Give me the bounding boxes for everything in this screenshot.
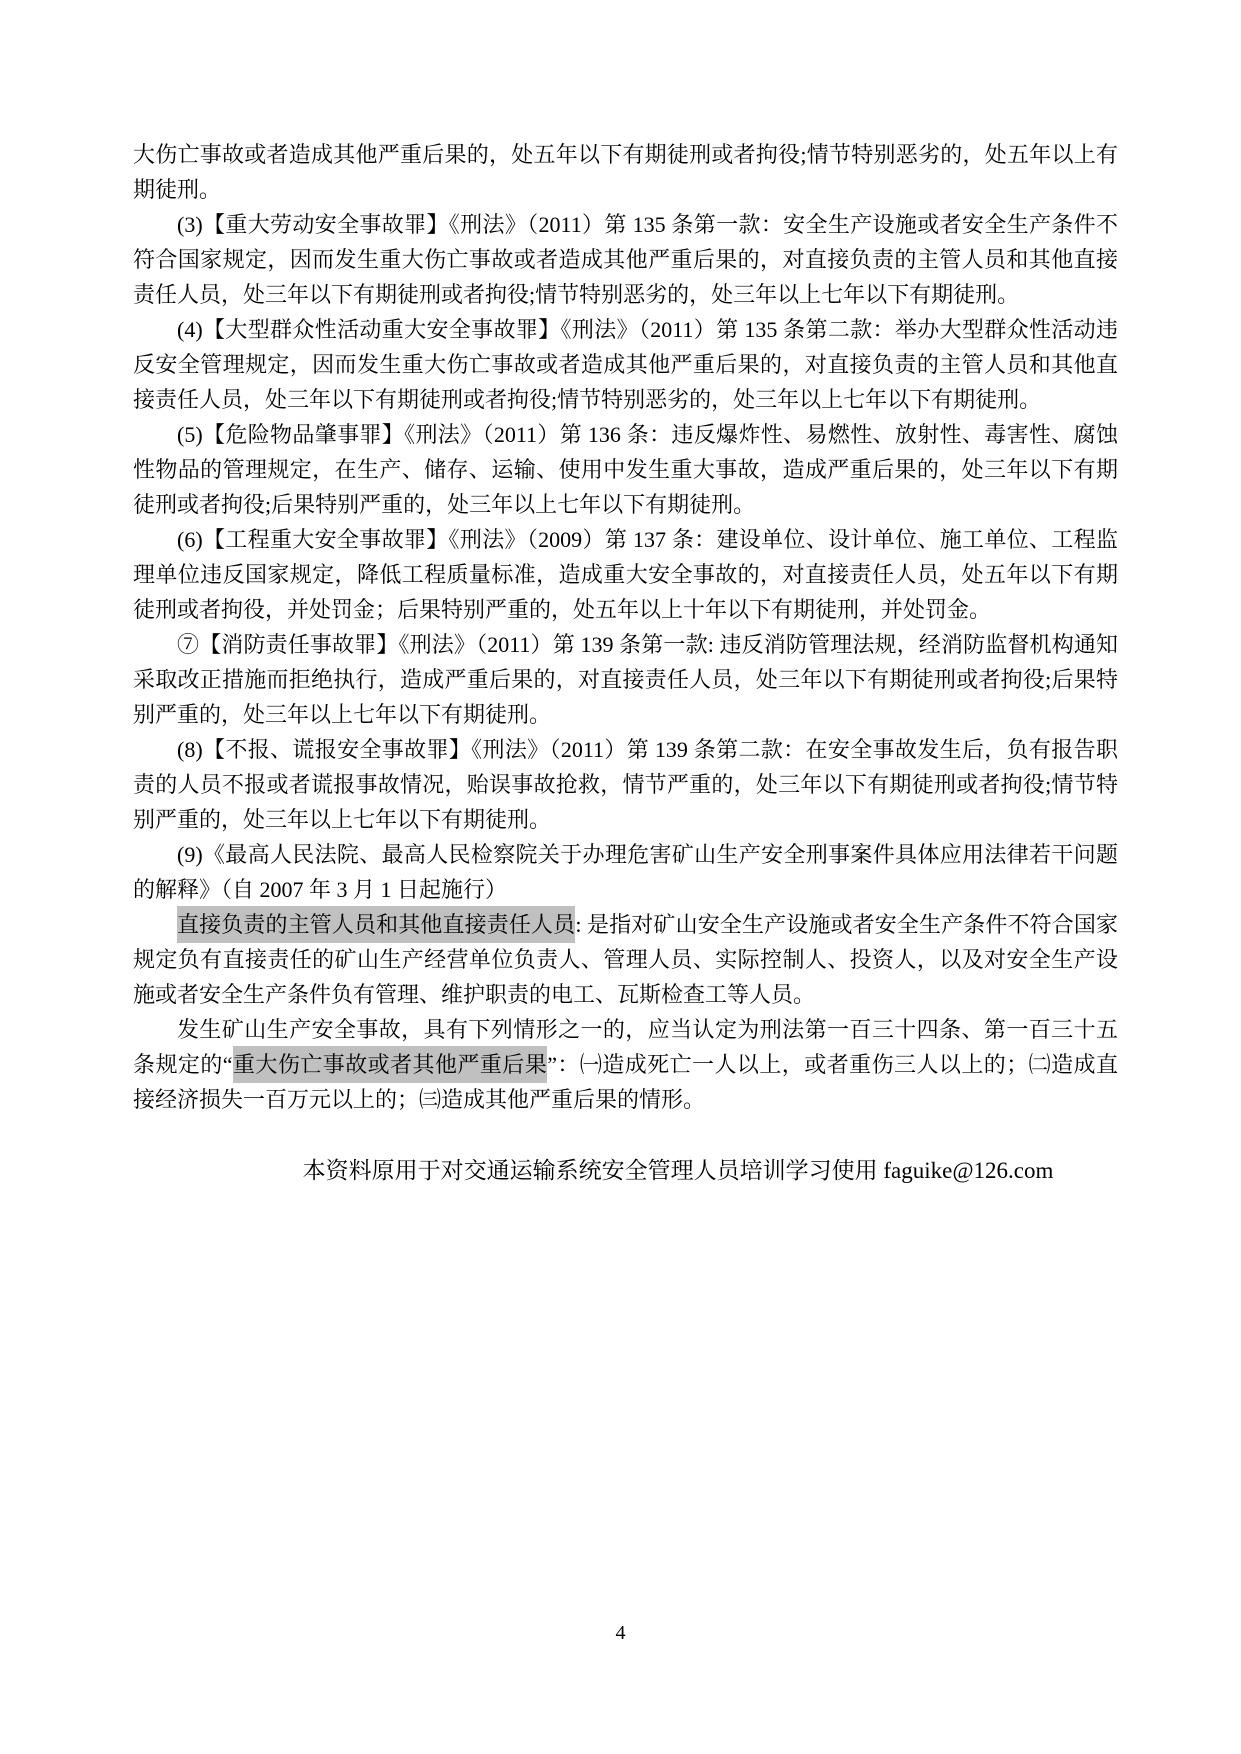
text-run: (9)《最高人民法院、最高人民检察院关于办理危害矿山生产安全刑事案件具体应用法律若干问题的解释》（自 2007 年 3 月 1 日起施行） bbox=[133, 842, 1118, 902]
text-run: (6)【工程重大安全事故罪】《刑法》（2009）第 137 条：建设单位、设计单位、施工单位、工程监理单位违反国家规定，降低工程质量标准，造成重大安全事故的，对直接责任人员，处五年以下有期徒刑或者拘役，并处罚金；后果特别严重的，处五年以上十年以下有期徒刑，并处罚金。 bbox=[133, 527, 1118, 622]
highlighted-text: 重大伤亡事故或者其他严重后果 bbox=[233, 1046, 548, 1083]
paragraph-article-135-2 bbox=[133, 312, 1118, 417]
paragraph-responsible-persons-definition bbox=[133, 907, 1118, 1012]
footer-note: 本资料原用于对交通运输系统安全管理人员培训学习使用 faguike@126.com bbox=[302, 1158, 1054, 1183]
paragraph-article-139-1 bbox=[133, 627, 1118, 732]
document-body bbox=[133, 137, 1118, 1117]
highlighted-text: 直接负责的主管人员和其他直接责任人员 bbox=[177, 906, 575, 943]
text-run: 大伤亡事故或者造成其他严重后果的，处五年以下有期徒刑或者拘役;情节特别恶劣的，处五年以上有期徒刑。 bbox=[133, 142, 1118, 202]
text-run: (8)【不报、谎报安全事故罪】《刑法》（2011）第 139 条第二款：在安全事故发生后，负有报告职责的人员不报或者谎报事故情况，贻误事故抢救，情节严重的，处三年以下有期徒刑或者拘役;情节特别严重的，处三年以上七年以下有期徒刑。 bbox=[133, 737, 1118, 832]
paragraph-continuation bbox=[133, 137, 1118, 207]
text-run: (5)【危险物品肇事罪】《刑法》（2011）第 136 条：违反爆炸性、易燃性、放射性、毒害性、腐蚀性物品的管理规定，在生产、储存、运输、使用中发生重大事故，造成严重后果的，处三年以下有期徒刑或者拘役;后果特别严重的，处三年以上七年以下有期徒刑。 bbox=[133, 422, 1118, 517]
paragraph-article-139-2 bbox=[133, 732, 1118, 837]
paragraph-article-137 bbox=[133, 522, 1118, 627]
text-run: 发生矿山生产安全事故，具有下列情形之一的，应当认定为刑法第一百三十四条、第一百三十五条规定的“ bbox=[133, 1017, 1118, 1077]
text-run: : 是指对矿山安全生产设施或者安全生产条件不符合国家规定负有直接责任的矿山生产经营单位负责人、管理人员、实际控制人、投资人，以及对安全生产设施或者安全生产条件负有管理、维护职责的电工、瓦斯检查工等人员。 bbox=[133, 912, 1118, 1007]
text-run: ”：㈠造成死亡一人以上，或者重伤三人以上的；㈡造成直接经济损失一百万元以上的；㈢造成其他严重后果的情形。 bbox=[133, 1052, 1118, 1112]
paragraph-judicial-interpretation bbox=[133, 837, 1118, 907]
paragraph-article-136 bbox=[133, 417, 1118, 522]
paragraph-article-135-1 bbox=[133, 207, 1118, 312]
paragraph-serious-consequences-definition bbox=[133, 1012, 1118, 1117]
text-run: ⑦【消防责任事故罪】《刑法》（2011）第 139 条第一款: 违反消防管理法规，经消防监督机构通知采取改正措施而拒绝执行，造成严重后果的，对直接责任人员，处三年以下有期徒刑或者拘役;后果特别严重的，处三年以上七年以下有期徒刑。 bbox=[133, 632, 1118, 727]
text-run: (3)【重大劳动安全事故罪】《刑法》（2011）第 135 条第一款：安全生产设施或者安全生产条件不符合国家规定，因而发生重大伤亡事故或者造成其他严重后果的，对直接负责的主管人员和其他直接责任人员，处三年以下有期徒刑或者拘役;情节特别恶劣的，处三年以上七年以下有期徒刑。 bbox=[133, 212, 1118, 307]
page-number: 4 bbox=[615, 1622, 626, 1644]
text-run: (4)【大型群众性活动重大安全事故罪】《刑法》（2011）第 135 条第二款：举办大型群众性活动违反安全管理规定，因而发生重大伤亡事故或者造成其他严重后果的，对直接负责的主管人员和其他直接责任人员，处三年以下有期徒刑或者拘役;情节特别恶劣的，处三年以上七年以下有期徒刑。 bbox=[133, 317, 1118, 412]
